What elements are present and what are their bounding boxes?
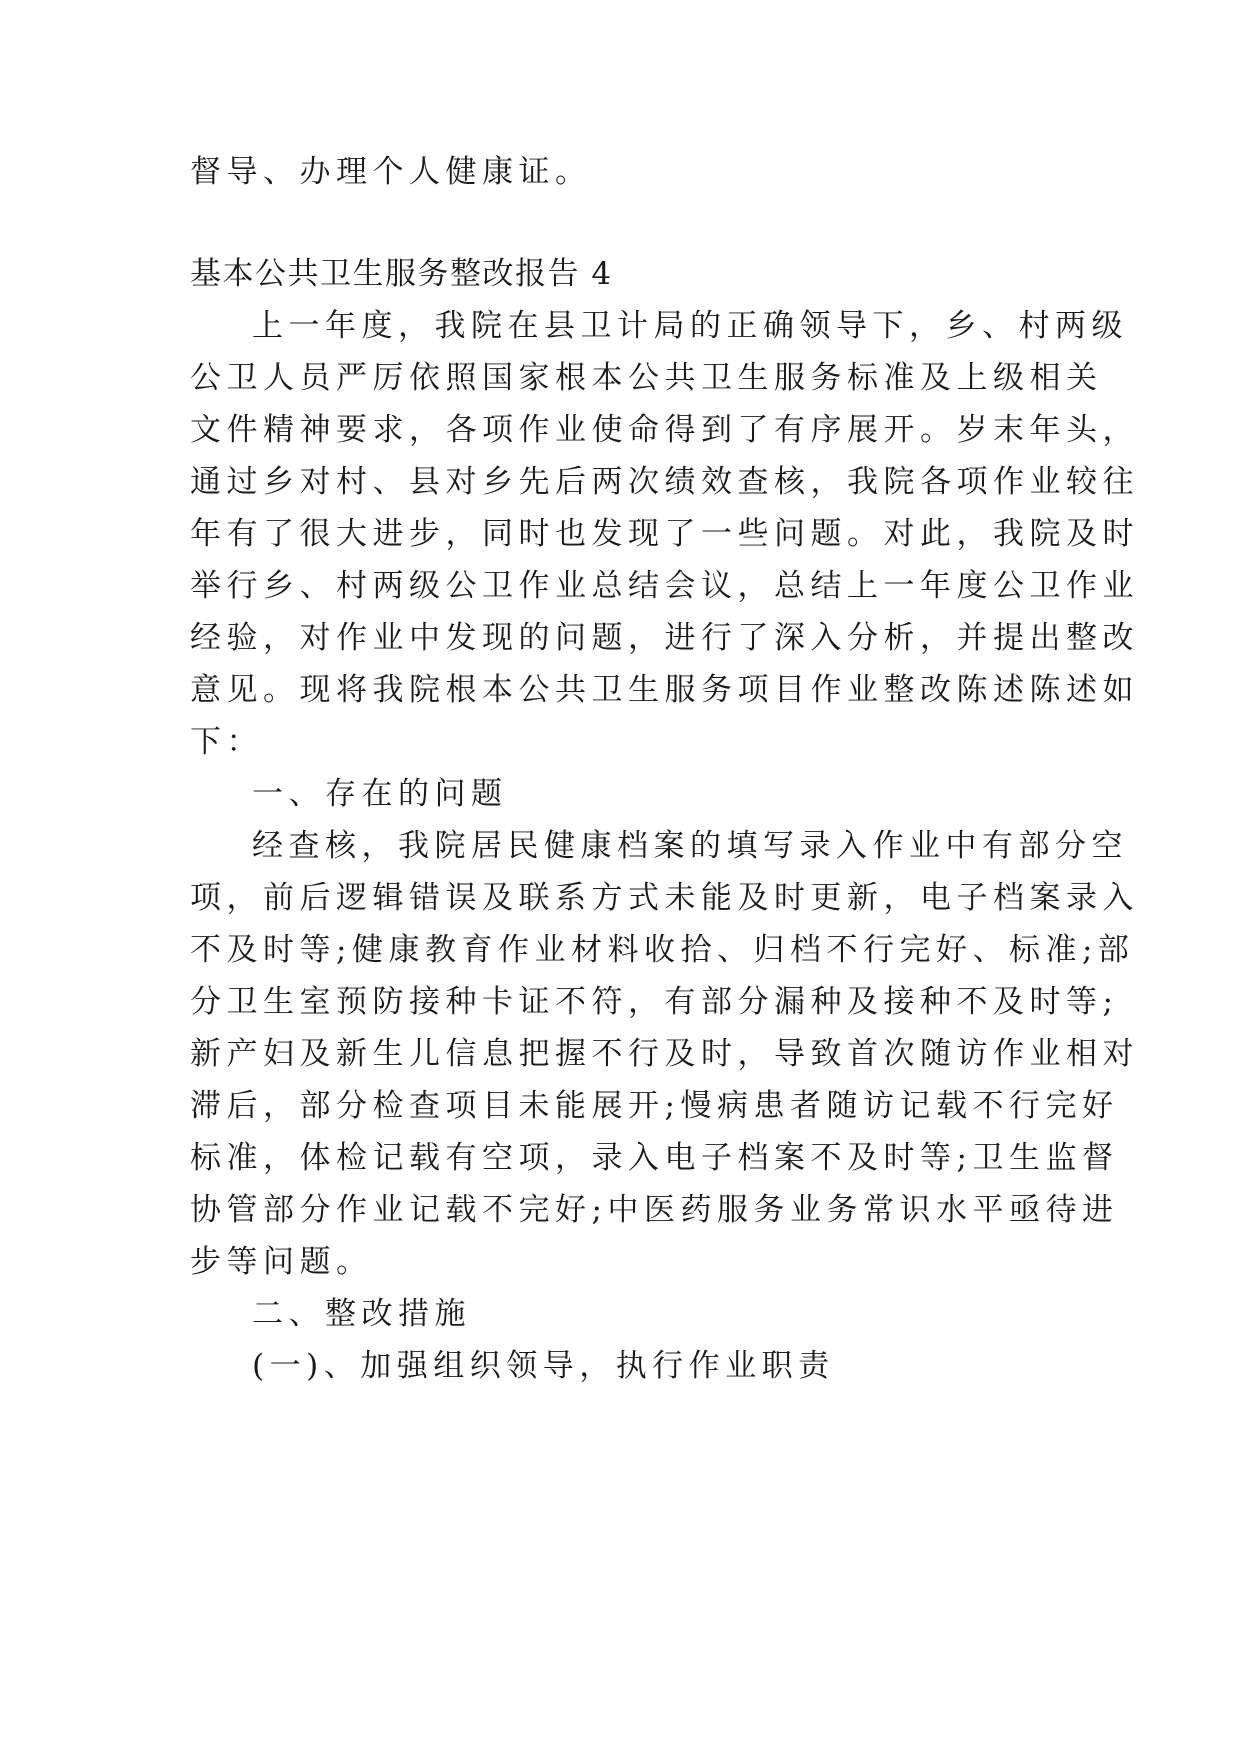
paragraph-line: 步等问题。: [190, 1244, 373, 1280]
paragraph-line: 举行乡、村两级公卫作业总结会议，总结上一年度公卫作业: [190, 568, 1139, 604]
subheading-measures: 二、整改措施: [252, 1296, 471, 1332]
paragraph-line: 经查核，我院居民健康档案的填写录入作业中有部分空: [252, 828, 1128, 864]
paragraph-line: 文件精神要求，各项作业使命得到了有序展开。岁末年头，: [190, 412, 1139, 448]
paragraph-line: 经验，对作业中发现的问题，进行了深入分析，并提出整改: [190, 620, 1139, 656]
paragraph-line: 意见。现将我院根本公共卫生服务项目作业整改陈述陈述如: [190, 672, 1139, 708]
paragraph-line: 项，前后逻辑错误及联系方式未能及时更新，电子档案录入: [190, 880, 1139, 916]
subheading-measure-1: (一)、加强组织领导，执行作业职责: [252, 1348, 835, 1384]
section-title: 基本公共卫生服务整改报告 4: [190, 256, 613, 292]
paragraph-line: 年有了很大进步，同时也发现了一些问题。对此，我院及时: [190, 516, 1139, 552]
paragraph-line: 不及时等;健康教育作业材料收拾、归档不行完好、标准;部: [190, 932, 1135, 968]
paragraph-line: 下：: [190, 724, 263, 760]
paragraph-line-continuation: 督导、办理个人健康证。: [190, 154, 592, 190]
subheading-problems: 一、存在的问题: [252, 776, 508, 812]
paragraph-line: 通过乡对村、县对乡先后两次绩效查核，我院各项作业较往: [190, 464, 1139, 500]
paragraph-line: 新产妇及新生儿信息把握不行及时，导致首次随访作业相对: [190, 1036, 1139, 1072]
paragraph-line: 公卫人员严厉依照国家根本公共卫生服务标准及上级相关: [190, 360, 1103, 396]
paragraph-line: 上一年度，我院在县卫计局的正确领导下，乡、村两级: [252, 308, 1128, 344]
paragraph-line: 滞后，部分检查项目未能展开;慢病患者随访记载不行完好: [190, 1088, 1119, 1124]
paragraph-line: 分卫生室预防接种卡证不符，有部分漏种及接种不及时等;: [190, 984, 1119, 1020]
paragraph-line: 协管部分作业记载不完好;中医药服务业务常识水平亟待进: [190, 1192, 1119, 1228]
paragraph-line: 标准，体检记载有空项，录入电子档案不及时等;卫生监督: [190, 1140, 1119, 1176]
